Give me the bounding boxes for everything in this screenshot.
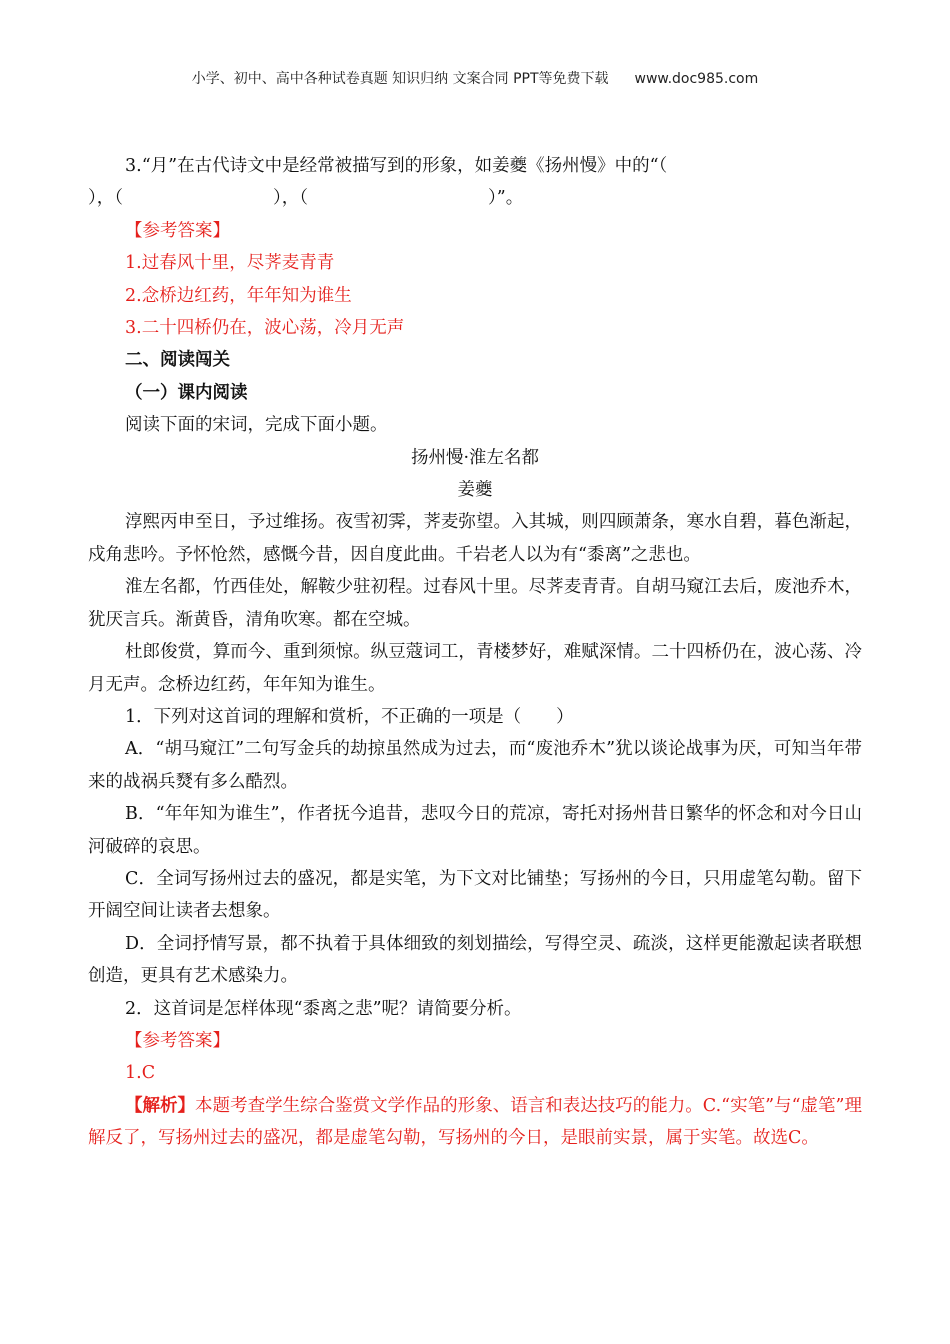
poem-author: 姜夔 [457, 480, 493, 501]
document-body [88, 150, 862, 1155]
answer-3: 3.二十四桥仍在，波心荡，冷月无声 [125, 318, 405, 339]
analysis [88, 1090, 862, 1155]
option-c: C．全词写扬州过去的盛况，都是实笔，为下文对比铺垫；写扬州的今日，只用虚笔勾勒。留下开阔空间让读者去想象。 [88, 868, 862, 922]
question-3-text: 3.“月”在古代诗文中是经常被描写到的形象，如姜夔《扬州慢》中的“（ [125, 156, 668, 176]
answer-1: 1.过春风十里，尽荠麦青青 [125, 253, 335, 274]
answer-2: 2.念桥边红药，年年知为谁生 [125, 285, 352, 306]
answer-title-1: 【参考答案】 [125, 220, 230, 241]
q3-blank-a: ），（ [88, 188, 123, 209]
poem-stanza-1: 淮左名都，竹西佳处，解鞍少驻初程。过春风十里。尽荠麦青青。自胡马窥江去后，废池乔木，犹厌言兵。渐黄昏，清角吹寒。都在空城。 [88, 577, 862, 630]
question-3 [88, 150, 862, 182]
analysis-text: 本题考查学生综合鉴赏文学作品的形象、语言和表达技巧的能力。C.“实笔”与“虚笔”理解反了，写扬州过去的盛况，都是虚笔勾勒，写扬州的今日，是眼前实景，属于实笔。故选C。 [88, 1095, 862, 1149]
subsection-title: （一）课内阅读 [125, 382, 248, 403]
question-1: 1．下列对这首词的理解和赏析，不正确的一项是（ ） [125, 706, 574, 727]
header-site[interactable]: www.doc985.com [634, 71, 759, 87]
analysis-label: 【解析】 [125, 1095, 196, 1116]
q3-blank-b: ），（ [273, 188, 308, 209]
section-title: 二、阅读闯关 [125, 350, 230, 371]
page-header [0, 68, 950, 88]
q3-blank-c: ）”。 [488, 188, 524, 209]
poem-stanza-2: 杜郎俊赏，算而今、重到须惊。纵豆蔻词工，青楼梦好，难赋深情。二十四桥仍在，波心荡、冷月无声。念桥边红药，年年知为谁生。 [88, 642, 862, 695]
answer-choice: 1.C [125, 1063, 156, 1084]
option-a: A．“胡马窥江”二句写金兵的劫掠虽然成为过去，而“废池乔木”犹以谈论战事为厌，可知当年带来的战祸兵燹有多么酷烈。 [88, 739, 862, 792]
answer-title-2: 【参考答案】 [125, 1030, 230, 1051]
question-3-line2 [88, 182, 862, 214]
poem-preface: 淳熙丙申至日，予过维扬。夜雪初霁，荠麦弥望。入其城，则四顾萧条，寒水自碧，暮色渐起，戍角悲吟。予怀怆然，感慨今昔，因自度此曲。千岩老人以为有“黍离”之悲也。 [88, 512, 862, 565]
option-b: B．“年年知为谁生”，作者抚今追昔，悲叹今日的荒凉，寄托对扬州昔日繁华的怀念和对今日山河破碎的哀思。 [88, 804, 862, 857]
header-text: 小学、初中、高中各种试卷真题 知识归纳 文案合同 PPT等免费下载 [191, 71, 609, 87]
poem-title: 扬州慢·淮左名都 [410, 447, 540, 468]
instruction: 阅读下面的宋词，完成下面小题。 [125, 415, 388, 436]
option-d: D．全词抒情写景，都不执着于具体细致的刻划描绘，写得空灵、疏淡，这样更能激起读者联想创造，更具有艺术感染力。 [88, 933, 862, 987]
question-2: 2．这首词是怎样体现“黍离之悲”呢？请简要分析。 [125, 998, 522, 1019]
